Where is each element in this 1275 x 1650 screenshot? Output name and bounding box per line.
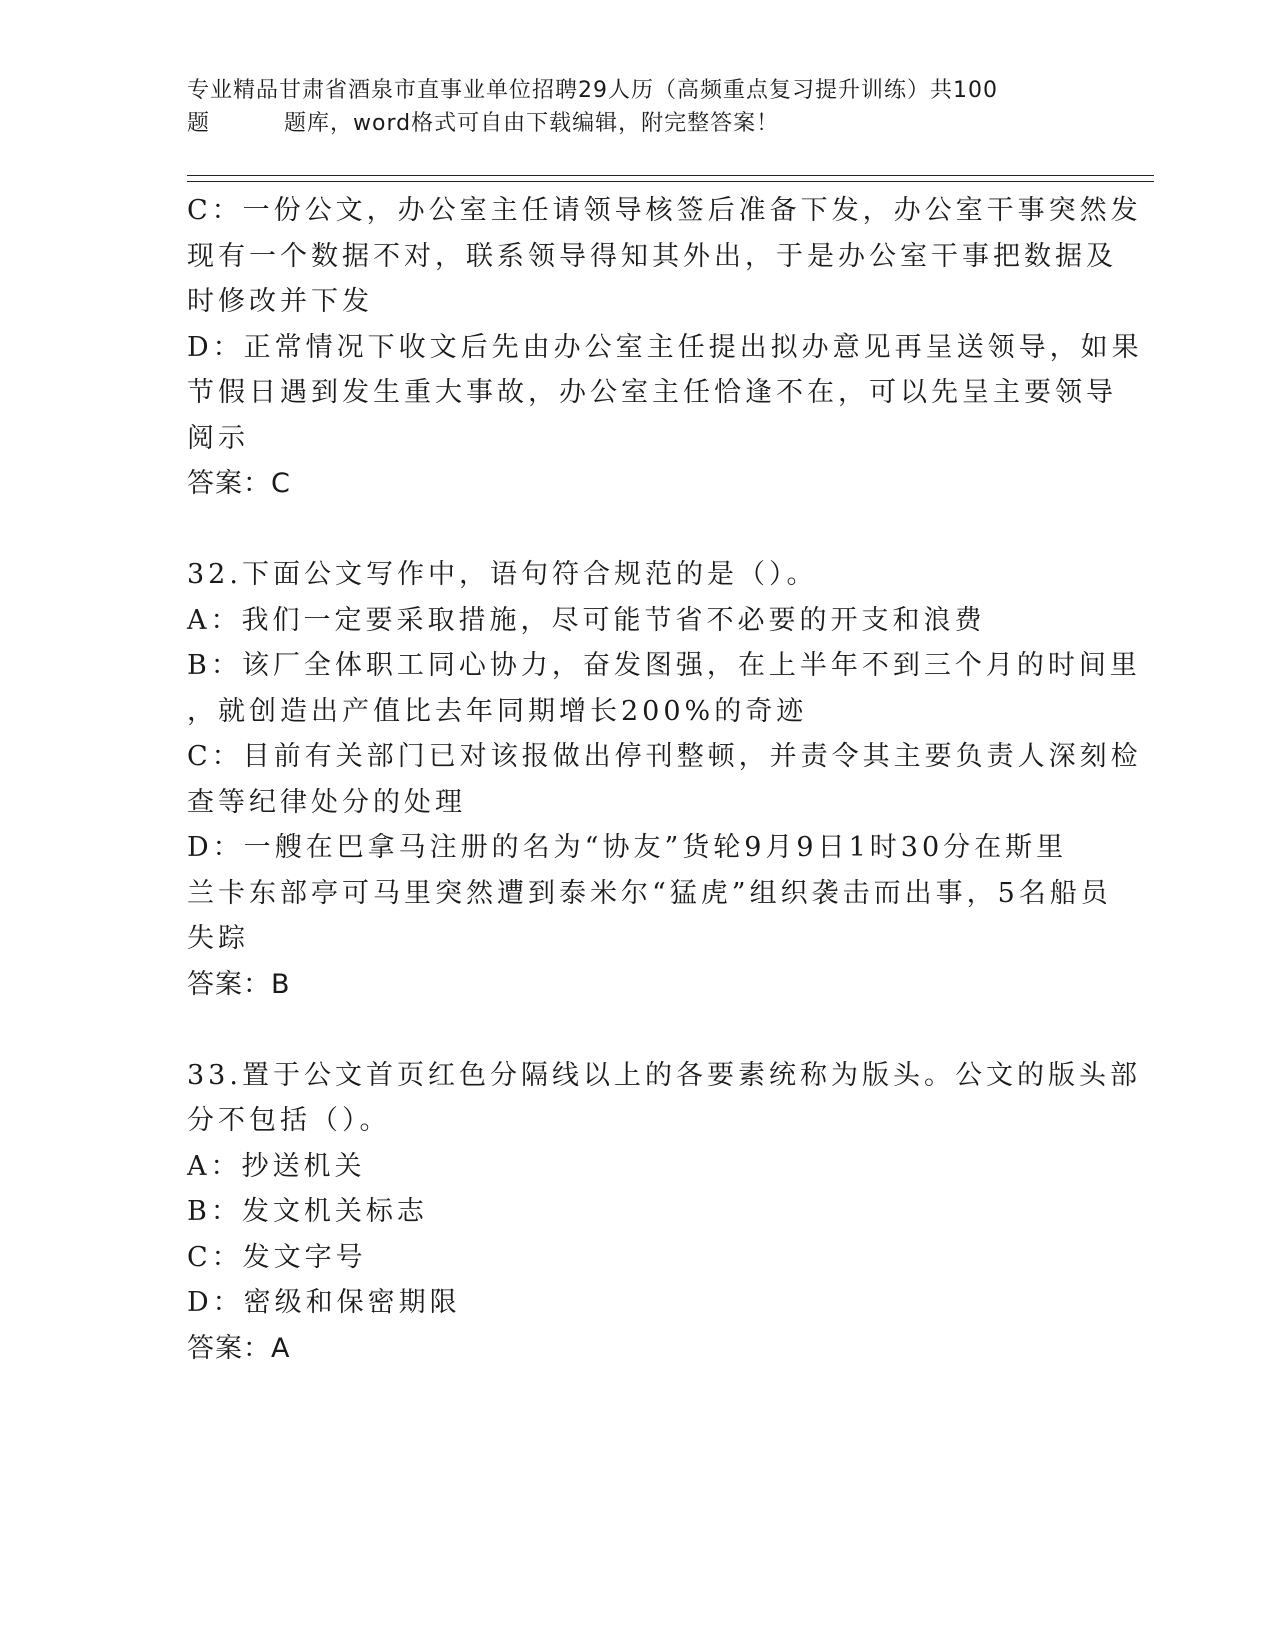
question-32-option-c [187, 734, 1142, 825]
text-line: 兰卡东部亭可马里突然遭到泰米尔“猛虎”组织袭击而出事，5名船员 [187, 877, 1112, 909]
header-divider-bottom [187, 181, 1154, 182]
question-31-answer: 答案：C [187, 468, 291, 499]
question-33-option-d: D：密级和保密期限 [187, 1287, 461, 1318]
header-divider-top [187, 175, 1154, 176]
question-33-option-a: A：抄送机关 [187, 1150, 366, 1182]
question-32-option-a: A：我们一定要采取措施，尽可能节省不必要的开支和浪费 [187, 604, 986, 636]
question-32-option-d [187, 825, 1112, 962]
header-title-line-1: 专业精品甘肃省酒泉市直事业单位招聘29人历（高频重点复习提升训练）共100 [187, 78, 998, 103]
text-line: 失踪 [187, 923, 249, 954]
text-line: D：正常情况下收文后先由办公室主任提出拟办意见再呈送领导，如果 [187, 331, 1143, 363]
text-line: 33.置于公文首页红色分隔线以上的各要素统称为版头。公文的版头部 [187, 1059, 1141, 1091]
question-33-stem [187, 1053, 1141, 1144]
text-line: 时修改并下发 [187, 286, 373, 317]
question-33-option-b: B：发文机关标志 [187, 1196, 428, 1227]
text-line: B：该厂全体职工同心协力，奋发图强，在上半年不到三个月的时间里 [187, 650, 1141, 681]
question-33-option-c: C：发文字号 [187, 1241, 367, 1273]
text-line: C：一份公文，办公室主任请领导核签后准备下发，办公室干事突然发 [187, 195, 1142, 226]
text-line: 查等纪律处分的处理 [187, 786, 466, 818]
document-header [187, 74, 1087, 140]
text-line: C：目前有关部门已对该报做出停刊整顿，并责令其主要负责人深刻检 [187, 741, 1142, 772]
question-33-answer: 答案：A [187, 1332, 291, 1364]
question-32-answer: 答案：B [187, 968, 291, 1000]
question-32-stem: 32.下面公文写作中，语句符合规范的是（）。 [187, 559, 818, 590]
question-32-option-b [187, 643, 1141, 734]
text-line: 阅示 [187, 422, 249, 454]
text-line: 现有一个数据不对，联系领导得知其外出，于是办公室干事把数据及 [187, 240, 1117, 272]
text-line: 节假日遇到发生重大事故，办公室主任恰逢不在，可以先呈主要领导 [187, 377, 1117, 408]
text-line: D：一艘在巴拿马注册的名为“协友”货轮9月9日1时30分在斯里 [187, 832, 1068, 863]
document-body [187, 188, 1143, 1371]
text-line: 分不包括（）。 [187, 1105, 391, 1136]
header-title-line-2-start: 题 [187, 111, 211, 136]
text-line: ，就创造出产值比去年同期增长200%的奇迹 [187, 695, 808, 727]
header-title-line-2 [187, 107, 1087, 140]
question-31-option-d [187, 325, 1143, 462]
question-31-option-c [187, 188, 1142, 325]
header-title-line-2-end: 题库，word格式可自由下载编辑，附完整答案！ [284, 111, 780, 136]
